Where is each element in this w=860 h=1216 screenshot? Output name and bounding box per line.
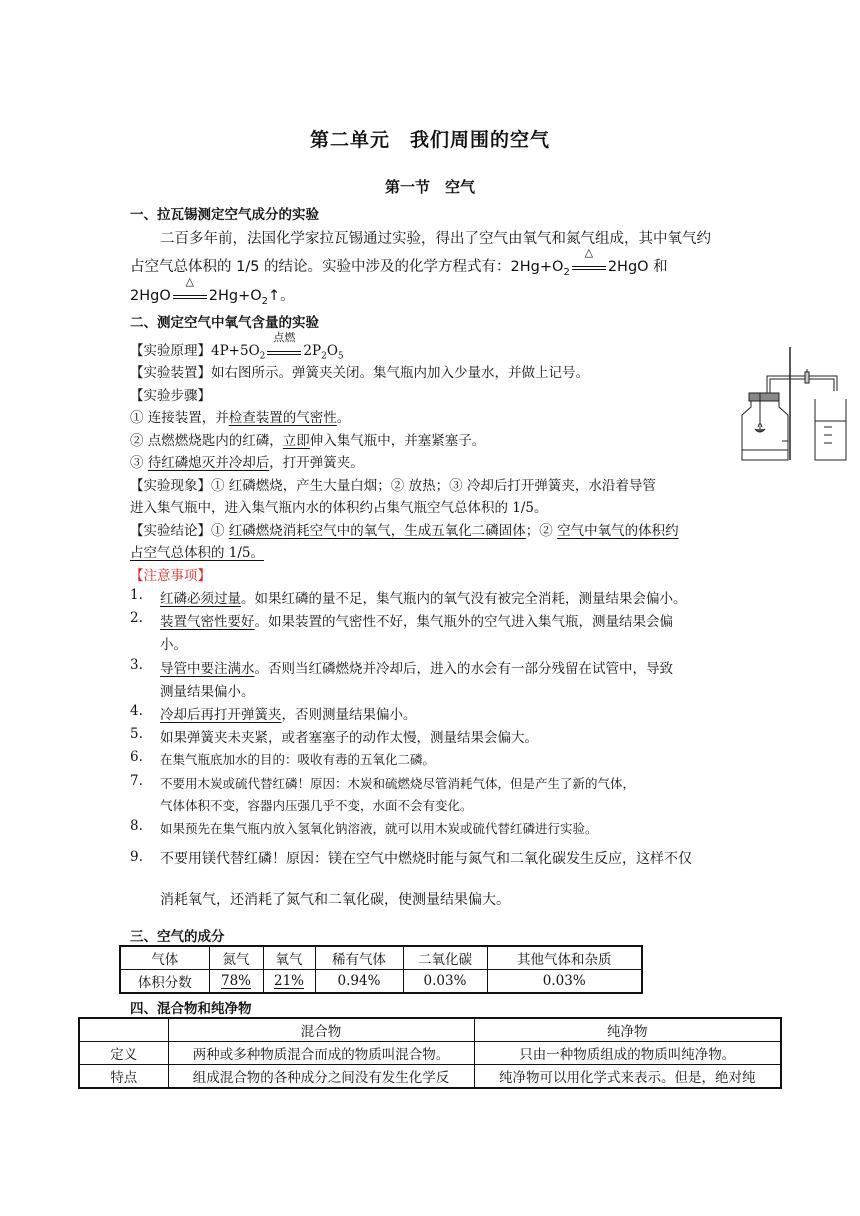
table-header-cell: 氧气 bbox=[263, 946, 315, 970]
table-header-cell: 纯净物 bbox=[474, 1018, 781, 1042]
note-item-cont: 小。 bbox=[160, 637, 187, 653]
note-item: 不要用木炭或硫代替红磷！原因：木炭和硫燃烧尽管消耗气体，但是产生了新的气体， bbox=[160, 776, 636, 791]
note-item: 装置气密性要好。如果装置的气密性不好，集气瓶外的空气进入集气瓶，测量结果会偏 bbox=[160, 614, 673, 630]
note-item: 如果预先在集气瓶内放入氢氧化钠溶液，就可以用木炭或硫代替红磷进行实验。 bbox=[160, 821, 598, 836]
table-cell: 两种或多种物质混合而成的物质叫混合物。 bbox=[168, 1042, 474, 1065]
note-item: 冷却后再打开弹簧夹，否则测量结果偏小。 bbox=[160, 707, 417, 723]
lavoisier-para-line2: 占空气总体积的 1/5 的结论。实验中涉及的化学方程式有：$2Hg+O_2$ △ 2HgO 和 bbox=[130, 246, 668, 278]
notes-label: 【注意事项】 bbox=[130, 568, 211, 584]
note-item-cont: 测量结果偏小。 bbox=[160, 684, 255, 700]
table-header-cell: 氮气 bbox=[209, 946, 263, 970]
note-number: 2. bbox=[130, 610, 143, 626]
table-cell: 0.03% bbox=[487, 970, 642, 994]
table-cell: 定义 bbox=[79, 1042, 168, 1065]
table-cell: 0.94% bbox=[315, 970, 403, 994]
step-2: ② 点燃燃烧匙内的红磷，立即伸入集气瓶中，并塞紧塞子。 bbox=[130, 433, 486, 449]
experiment-steps-label: 【实验步骤】 bbox=[130, 388, 211, 404]
table-cell: 纯净物可以用化学式来表示。但是，绝对纯 bbox=[474, 1065, 781, 1089]
heading-lavoisier: 一、拉瓦锡测定空气成分的实验 bbox=[130, 207, 319, 223]
note-item-cont: 气体体积不变，容器内压强几乎不变，水面不会有变化。 bbox=[160, 798, 473, 813]
experiment-principle: 【实验原理】$4P+5O_2$ 点燃 $2P_2O_5$ bbox=[130, 330, 344, 362]
table-header-cell: 气体 bbox=[120, 946, 209, 970]
table-row bbox=[120, 970, 642, 994]
reaction-arrow-ignite: 点燃 bbox=[267, 345, 301, 359]
note-item: 不要用镁代替红磷！原因：镁在空气中燃烧时能与氮气和二氧化碳发生反应，这样不仅 bbox=[160, 851, 692, 867]
mixture-pure-table bbox=[78, 1017, 782, 1089]
table-cell: 78% bbox=[209, 970, 263, 994]
table-cell: 0.03% bbox=[403, 970, 487, 994]
table-row bbox=[79, 1065, 781, 1089]
phenomenon-line2: 进入集气瓶中，进入集气瓶内水的体积约占集气瓶空气总体积的 1/5。 bbox=[130, 500, 548, 516]
conclusion-line2: 占空气总体积的 1/5。 bbox=[130, 545, 265, 561]
heading-air-composition: 三、空气的成分 bbox=[130, 929, 225, 945]
table-cell: 21% bbox=[263, 970, 315, 994]
table-header-cell: 二氧化碳 bbox=[403, 946, 487, 970]
lavoisier-para-line3: 2HgO △ $2Hg+O_2↑$。 bbox=[130, 275, 295, 307]
table-cell: 组成混合物的各种成分之间没有发生化学反 bbox=[168, 1065, 474, 1089]
table-cell: 体积分数 bbox=[120, 970, 209, 994]
experiment-device: 【实验装置】如右图所示。弹簧夹关闭。集气瓶内加入少量水，并做上记号。 bbox=[130, 365, 589, 381]
step-3: ③ 待红磷熄灭并冷却后，打开弹簧夹。 bbox=[130, 455, 364, 471]
note-number: 7. bbox=[130, 773, 143, 789]
note-item: 红磷必须过量。如果红磷的量不足，集气瓶内的氧气没有被完全消耗，测量结果会偏小。 bbox=[160, 591, 687, 607]
note-number: 3. bbox=[130, 657, 143, 673]
note-number: 4. bbox=[130, 703, 143, 719]
note-number: 8. bbox=[130, 818, 143, 834]
reaction-arrow-heat: △ bbox=[572, 260, 606, 274]
table-header-cell: 稀有气体 bbox=[315, 946, 403, 970]
table-cell: 只由一种物质组成的物质叫纯净物。 bbox=[474, 1042, 781, 1065]
note-number: 9. bbox=[130, 849, 143, 865]
conclusion-line1: 【实验结论】① 红磷燃烧消耗空气中的氧气，生成五氧化二磷固体；② 空气中氧气的体积约 bbox=[130, 523, 679, 539]
reaction-arrow-heat: △ bbox=[173, 289, 207, 303]
table-header-cell bbox=[79, 1018, 168, 1042]
note-item: 导管中要注满水。否则当红磷燃烧并冷却后，进入的水会有一部分残留在试管中，导致 bbox=[160, 661, 673, 677]
table-header-cell: 其他气体和杂质 bbox=[487, 946, 642, 970]
note-number: 6. bbox=[130, 749, 143, 765]
step-1: ① 连接装置，并检查装置的气密性。 bbox=[130, 410, 351, 426]
table-header-cell: 混合物 bbox=[168, 1018, 474, 1042]
table-header-row bbox=[120, 946, 642, 970]
air-composition-table bbox=[119, 945, 643, 994]
apparatus-diagram bbox=[736, 343, 848, 463]
note-number: 5. bbox=[130, 726, 143, 742]
note-item: 在集气瓶底加水的目的：吸收有毒的五氧化二磷。 bbox=[160, 752, 436, 767]
table-row bbox=[79, 1042, 781, 1065]
table-cell: 特点 bbox=[79, 1065, 168, 1089]
heading-oxygen-content: 二、测定空气中氧气含量的实验 bbox=[130, 315, 319, 331]
table-header-row bbox=[79, 1018, 781, 1042]
page-title: 第二单元 我们周围的空气 bbox=[309, 129, 550, 151]
lavoisier-para-line1: 二百多年前，法国化学家拉瓦锡通过实验，得出了空气由氧气和氮气组成，其中氧气约 bbox=[160, 231, 711, 247]
note-number: 1. bbox=[130, 587, 143, 603]
heading-mixture-pure: 四、混合物和纯净物 bbox=[130, 1001, 252, 1017]
note-item-cont: 消耗氧气，还消耗了氮气和二氧化碳，使测量结果偏大。 bbox=[160, 892, 510, 908]
section-subtitle: 第一节 空气 bbox=[384, 178, 475, 196]
note-item: 如果弹簧夹未夹紧，或者塞塞子的动作太慢，测量结果会偏大。 bbox=[160, 730, 538, 746]
phenomenon-line1: 【实验现象】① 红磷燃烧，产生大量白烟；② 放热；③ 冷却后打开弹簧夹，水沿着导管 bbox=[130, 478, 656, 494]
